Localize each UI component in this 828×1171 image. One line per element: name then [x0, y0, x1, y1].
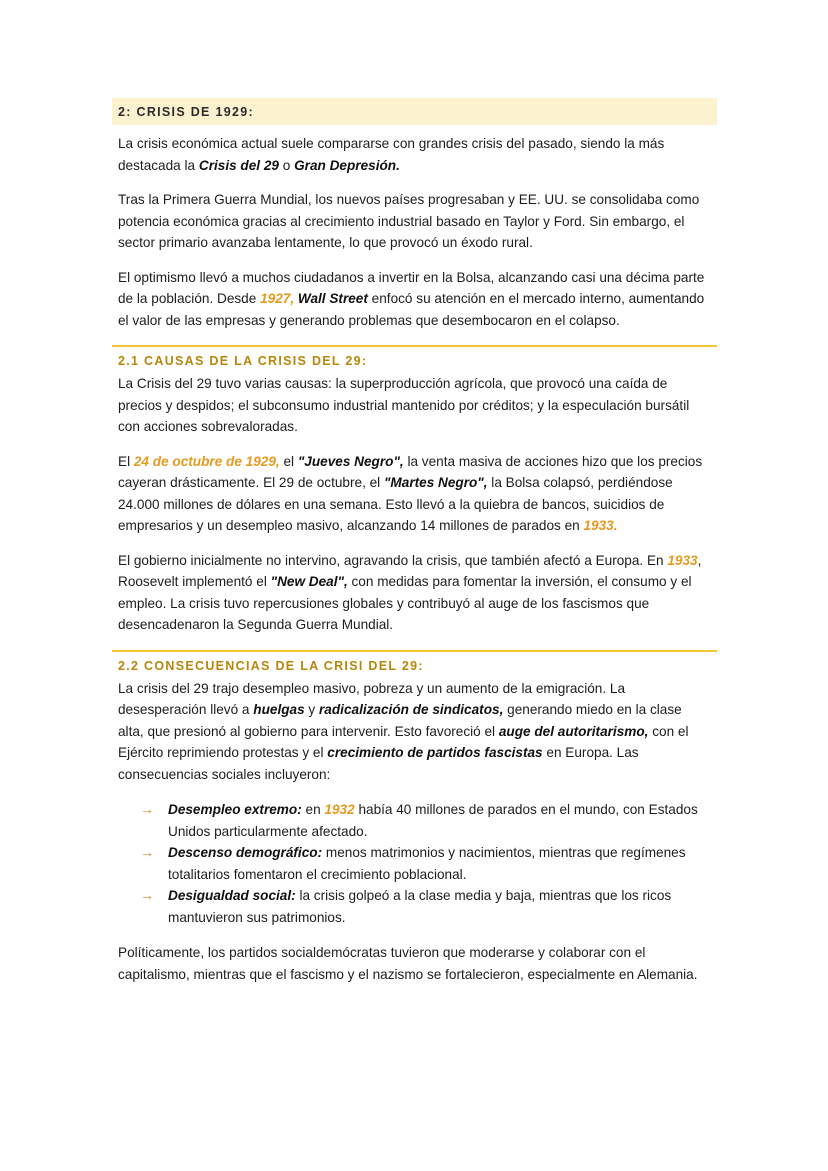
arrow-right-icon: →: [140, 887, 154, 903]
paragraph: La Crisis del 29 tuvo varias causas: la superproducción agrícola, que provocó una caída de precios y despidos; el subconsumo industrial mantenido por créditos; y la especulación bursátil con acciones sobrevaloradas.: [118, 376, 690, 434]
paragraph: El optimismo llevó a muchos ciudadanos a invertir en la Bolsa, alcanzando casi una décima parte de la población. Desde 1927, Wall Street enfocó su atención en el mercado interno, aumentando el valor de las empresas y generando problemas que desembocaron en el colapso.: [118, 269, 705, 328]
section-heading-consecuencias: 2.2 CONSECUENCIAS DE LA CRISI DEL 29:: [112, 650, 717, 674]
paragraph: El 24 de octubre de 1929, el "Jueves Negro", la venta masiva de acciones hizo que los precios cayeran drásticamente. El 29 de octubre, el "Martes Negro", la Bolsa colapsó, perdiéndose 24.000 millones de dólares en una semana. Esto llevó a la quiebra de bancos, suicidios de empresarios y un desempleo masivo, alcanzando 14 millones de parados en 1933.: [118, 453, 703, 533]
paragraph: Tras la Primera Guerra Mundial, los nuevos países progresaban y EE. UU. se consolidaba como potencia económica gracias al crecimiento industrial basado en Taylor y Ford. Sin embargo, el sector primario avanzaba lentamente, lo que provocó un éxodo rural.: [118, 192, 700, 250]
paragraph: La crisis del 29 trajo desempleo masivo, pobreza y un aumento de la emigración. La desesperación llevó a huelgas y radicalización de sindicatos, generando miedo en la clase alta, que presionó al gobierno para intervenir. Esto favoreció el auge del autoritarismo, con el Ejército reprimiendo protestas y el crecimiento de partidos fascistas en Europa. Las consecuencias sociales incluyeron:: [118, 680, 689, 782]
section-heading-crisis-1929: 2: CRISIS DE 1929:: [112, 98, 717, 125]
list-item: → Descenso demográfico: menos matrimonios y nacimientos, mientras que regímenes totalitarios fomentaron el crecimiento poblacional.: [140, 844, 686, 882]
consequences-list: [112, 799, 717, 928]
arrow-right-icon: →: [140, 801, 154, 817]
list-item: → Desempleo extremo: en 1932 había 40 millones de parados en el mundo, con Estados Unidos particularmente afectado.: [140, 801, 698, 839]
section-heading-causas: 2.1 CAUSAS DE LA CRISIS DEL 29:: [112, 345, 717, 369]
document-content: [112, 98, 717, 985]
arrow-right-icon: →: [140, 844, 154, 860]
paragraph: Políticamente, los partidos socialdemócratas tuvieron que moderarse y colaborar con el capitalismo, mientras que el fascismo y el nazismo se fortalecieron, especialmente en Alemania.: [118, 945, 698, 982]
list-item: → Desigualdad social: la crisis golpeó a la clase media y baja, mientras que los ricos mantuvieron sus patrimonios.: [140, 887, 672, 925]
paragraph: La crisis económica actual suele compararse con grandes crisis del pasado, siendo la más destacada la Crisis del 29 o Gran Depresión.: [118, 136, 665, 173]
paragraph: El gobierno inicialmente no intervino, agravando la crisis, que también afectó a Europa. En 1933, Roosevelt implementó el "New Deal", con medidas para fomentar la inversión, el consumo y el empleo. La crisis tuvo repercusiones globales y contribuyó al auge de los fascismos que desencadenaron la Segunda Guerra Mundial.: [118, 552, 702, 632]
